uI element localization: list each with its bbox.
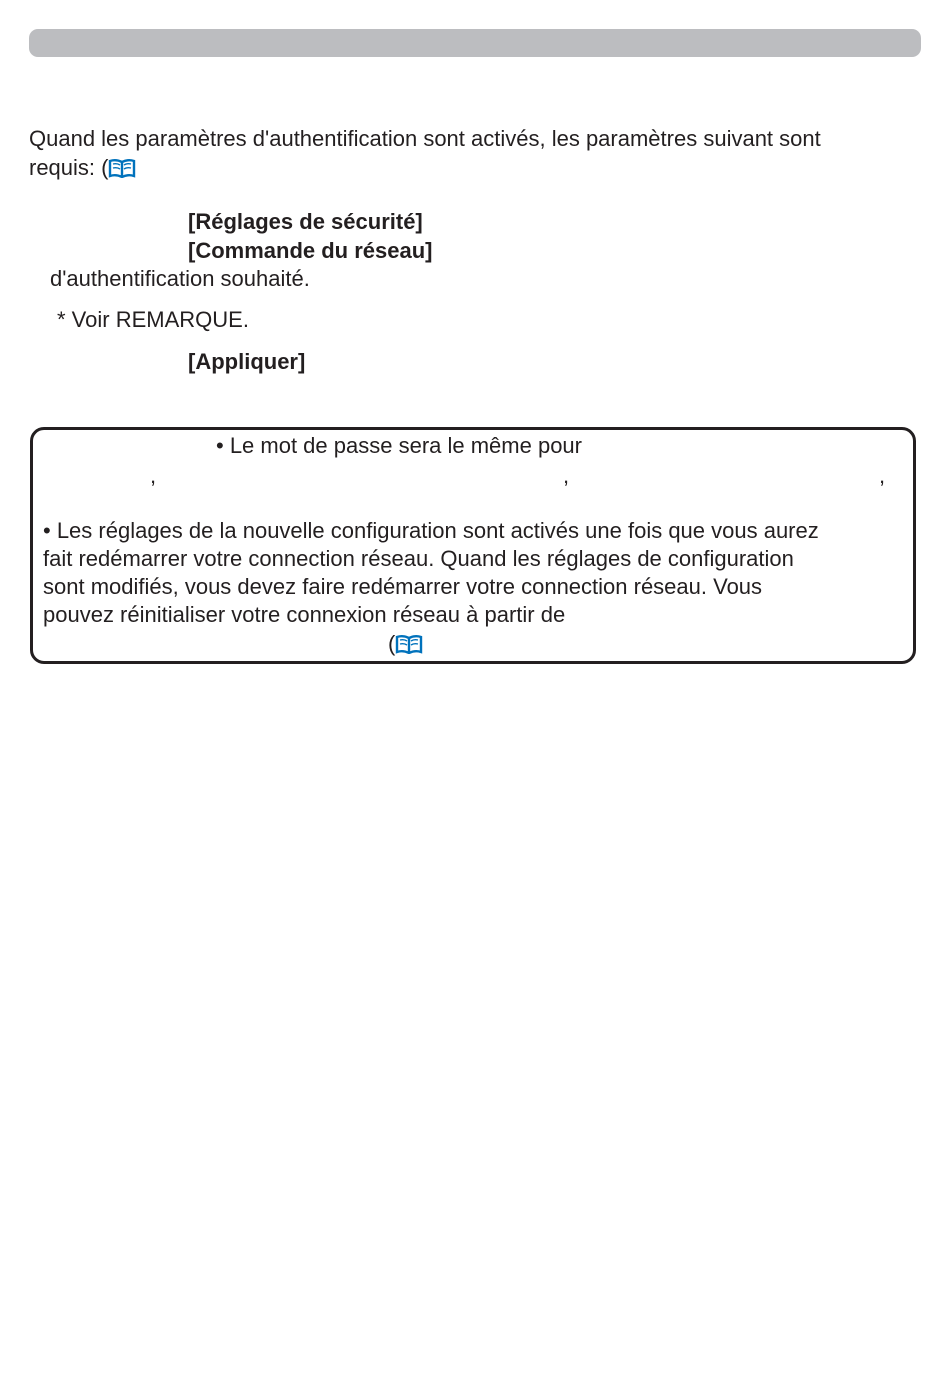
note-para2-line-2: fait redémarrer votre connection réseau. Quand les réglages de configuration (43, 546, 794, 571)
network-control-label: [Commande du réseau] (188, 238, 433, 263)
note-comma-2: , (563, 463, 570, 488)
auth-desired-text: d'authentification souhaité. (50, 266, 310, 291)
note-para2-line-4: pouvez réinitialiser votre connexion réseau à partir de (43, 602, 566, 627)
security-settings-label: [Réglages de sécurité] (188, 209, 423, 234)
note-comma-3: , (879, 463, 886, 488)
note-reference (388, 630, 423, 658)
note-para2-line-1: • Les réglages de la nouvelle configuration sont activés une fois que vous aurez (43, 518, 819, 543)
note-para2-line-3: sont modifiés, vous devez faire redémarrer votre connection réseau. Vous (43, 574, 763, 599)
note-comma-1: , (150, 463, 157, 488)
apply-label: [Appliquer] (188, 349, 306, 374)
header-bar (29, 29, 921, 57)
see-note-text: * Voir REMARQUE. (57, 307, 249, 332)
intro-line-1: Quand les paramètres d'authentification sont activés, les paramètres suivant sont (29, 126, 821, 151)
book-icon[interactable] (108, 158, 136, 178)
intro-line-2-text: requis: ( (29, 155, 109, 180)
intro-line-2 (29, 154, 136, 182)
note-password-text: • Le mot de passe sera le même pour (216, 433, 582, 458)
note-open-paren: ( (388, 631, 396, 656)
book-icon[interactable] (395, 634, 423, 654)
